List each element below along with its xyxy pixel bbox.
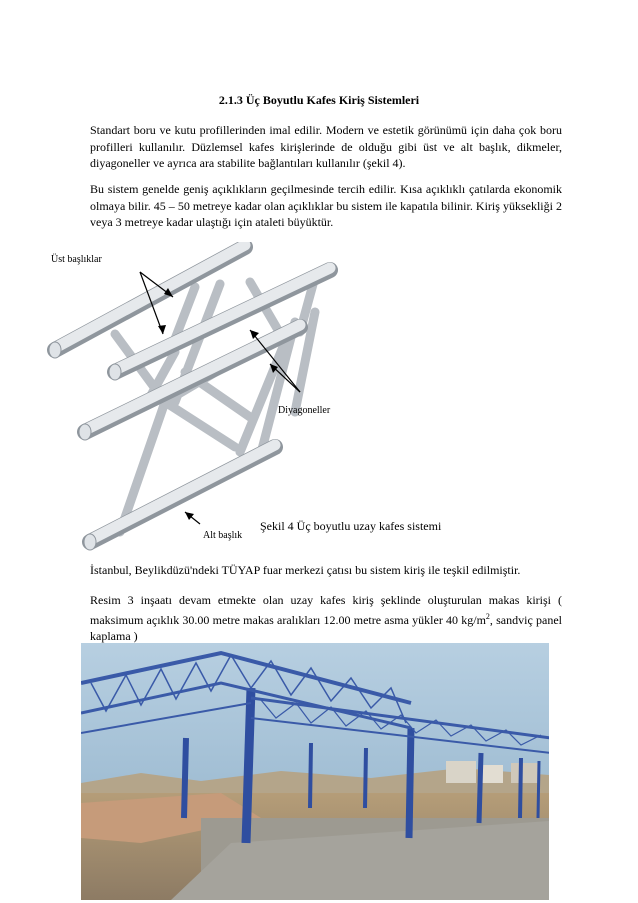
- paragraph-4: [90, 592, 562, 645]
- paragraph-2: Bu sistem genelde geniş açıklıkların geçilmesinde tercih edilir. Kısa açıklıklı çatılarda ekonomik olmaya bilir. 45 – 50 metreye kadar olan açıklıklar bu sistem ile kapatıla bilinir. Kiriş yüksekliği 2 veya 3 metreye kadar ulaştığı için ataleti büyüktür.: [90, 182, 562, 229]
- figure-caption: Şekil 4 Üç boyutlu uzay kafes sistemi: [260, 519, 442, 533]
- space-truss-figure: [45, 242, 560, 557]
- label-diagonals: Diyagoneller: [278, 405, 331, 416]
- paragraph-3: İstanbul, Beylikdüzü'ndeki TÜYAP fuar merkezi çatısı bu sistem kiriş ile teşkil edilmiştir.: [90, 563, 521, 577]
- paragraph-4-text: Resim 3 inşaatı devam etmekte olan uzay kafes kiriş şeklinde oluşturulan makas kirişi ( maksimum açıklık 30.00 metre makas aralıkları 12.00 metre asma yükler 40 kg/m: [90, 593, 562, 627]
- label-top-chords: Üst başlıklar: [51, 254, 102, 265]
- construction-photo: [81, 643, 549, 900]
- label-bottom-chord: Alt başlık: [203, 530, 243, 541]
- section-heading: 2.1.3 Üç Boyutlu Kafes Kiriş Sistemleri: [218, 93, 420, 107]
- paragraph-4-tail: , sandviç panel kaplama ): [90, 612, 562, 643]
- superscript-2: 2: [485, 611, 490, 621]
- paragraph-1: Standart boru ve kutu profillerinden imal edilir. Modern ve estetik görünümü için daha çok boru profilleri kullanılır. Düzlemsel kafes kirişlerinde de olduğu gibi üst ve alt başlık, dikmeler, diyagoneller ve ayrıca ara stabilite bağlantıları kullanılır (şekil 4).: [90, 123, 562, 170]
- tube-ends: [49, 342, 121, 550]
